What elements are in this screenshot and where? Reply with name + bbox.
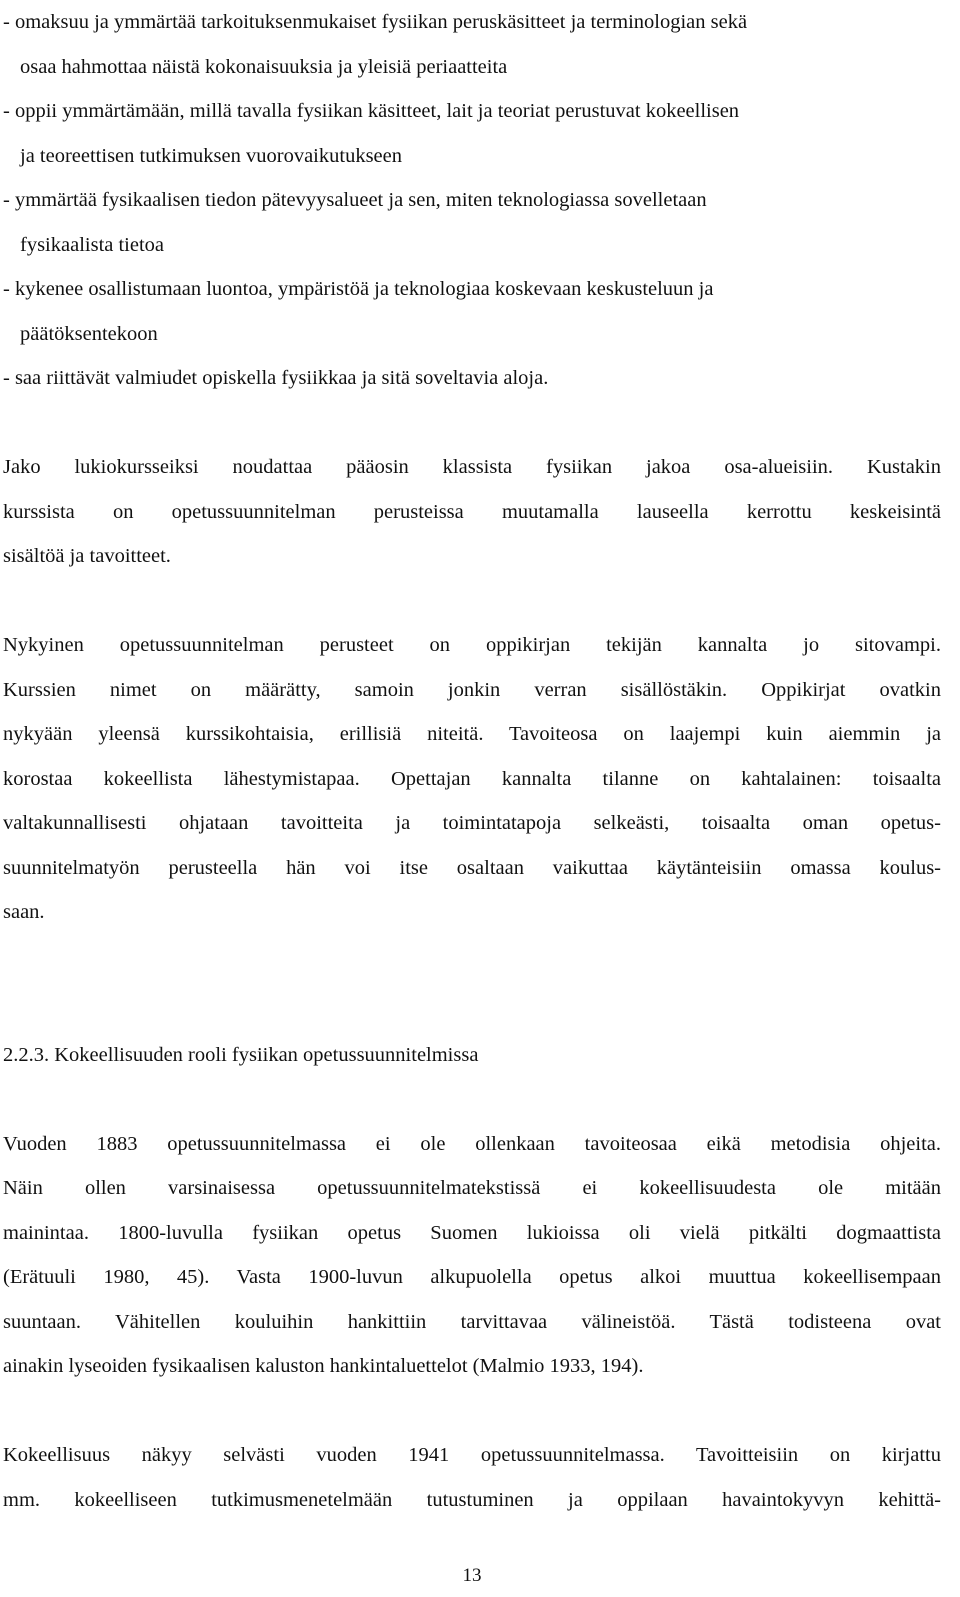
list-item-line: ja teoreettisen tutkimuksen vuorovaikutukseen xyxy=(20,144,403,167)
section-heading: 2.2.3. Kokeellisuuden rooli fysiikan opetussuunnitelmissa xyxy=(3,1043,479,1066)
list-item-line: - oppii ymmärtämään, millä tavalla fysiikan käsitteet, lait ja teoriat perustuvat kokeellisen xyxy=(3,100,740,122)
paragraph-spacer xyxy=(3,401,941,446)
list-item-line: - ymmärtää fysikaalisen tiedon pätevyysalueet ja sen, miten teknologiassa sovelletaan xyxy=(3,189,707,211)
list-item-line: - kykenee osallistumaan luontoa, ympäristöä ja teknologiaa koskevaan keskusteluun ja xyxy=(3,278,714,300)
page-number: 13 xyxy=(462,1565,482,1586)
document-page xyxy=(3,0,941,1522)
paragraph-course-division xyxy=(3,445,941,579)
paragraph-line: suunnitelmatyön perusteella hän voi itse osaltaan vaikuttaa käytänteisiin omassa koulus- xyxy=(3,856,941,879)
paragraph-line: Jako lukiokursseiksi noudattaa pääosin klassista fysiikan jakoa osa-alueisiin. Kustakin xyxy=(3,456,941,478)
paragraph-line: korostaa kokeellista lähestymistapaa. Opettajan kannalta tilanne on kahtalainen: toisaalta xyxy=(3,767,941,790)
paragraph-line: mainintaa. 1800-luvulla fysiikan opetus Suomen lukioissa oli vielä pitkälti dogmaattista xyxy=(3,1221,941,1244)
paragraph-1941-curriculum xyxy=(3,1433,941,1522)
paragraph-line: (Erätuuli 1980, 45). Vasta 1900-luvun alkupuolella opetus alkoi muuttua kokeellisempaan xyxy=(3,1266,941,1288)
paragraph-line: sisältöä ja tavoitteet. xyxy=(3,545,171,567)
paragraph-line: ainakin lyseoiden fysikaalisen kaluston hankintaluettelot (Malmio 1933, 194). xyxy=(3,1355,644,1377)
paragraph-line: valtakunnallisesti ohjataan tavoitteita ja toimintatapoja selkeästi, toisaalta oman opetus- xyxy=(3,812,941,834)
paragraph-current-curriculum xyxy=(3,623,941,935)
list-item-line: päätöksentekoon xyxy=(20,322,158,345)
objectives-list xyxy=(3,0,941,401)
list-item-line: - omaksuu ja ymmärtää tarkoituksenmukaiset fysiikan peruskäsitteet ja terminologian sekä xyxy=(3,11,748,33)
paragraph-line: Nykyinen opetussuunnitelman perusteet on oppikirjan tekijän kannalta jo sitovampi. xyxy=(3,634,941,656)
paragraph-spacer xyxy=(3,579,941,624)
paragraph-line: Näin ollen varsinaisessa opetussuunnitelmatekstissä ei kokeellisuudesta ole mitään xyxy=(3,1177,941,1199)
paragraph-spacer xyxy=(3,1077,941,1122)
paragraph-spacer xyxy=(3,1389,941,1434)
paragraph-1883-curriculum xyxy=(3,1122,941,1389)
list-item-line: osaa hahmottaa näistä kokonaisuuksia ja yleisiä periaatteita xyxy=(20,55,508,78)
paragraph-line: saan. xyxy=(3,901,45,923)
paragraph-line: suuntaan. Vähitellen kouluihin hankittiin tarvittavaa välineistöä. Tästä todisteena ovat xyxy=(3,1310,941,1333)
list-item-line: - saa riittävät valmiudet opiskella fysiikkaa ja sitä soveltavia aloja. xyxy=(3,367,549,389)
paragraph-line: nykyään yleensä kurssikohtaisia, erillisiä niteitä. Tavoiteosa on laajempi kuin aiemmin ja xyxy=(3,723,941,745)
list-item-line: fysikaalista tietoa xyxy=(20,233,165,256)
paragraph-line: Vuoden 1883 opetussuunnitelmassa ei ole ollenkaan tavoiteosaa eikä metodisia ohjeita. xyxy=(3,1132,941,1155)
paragraph-line: Kokeellisuus näkyy selvästi vuoden 1941 opetussuunnitelmassa. Tavoitteisiin on kirjattu xyxy=(3,1444,941,1466)
paragraph-line: mm. kokeelliseen tutkimusmenetelmään tutustuminen ja oppilaan havaintokyvyn kehittä- xyxy=(3,1488,941,1511)
paragraph-line: Kurssien nimet on määrätty, samoin jonkin verran sisällöstäkin. Oppikirjat ovatkin xyxy=(3,678,941,701)
section-spacer xyxy=(3,935,941,1024)
paragraph-line: kurssista on opetussuunnitelman perusteissa muutamalla lauseella kerrottu keskeisintä xyxy=(3,500,941,523)
